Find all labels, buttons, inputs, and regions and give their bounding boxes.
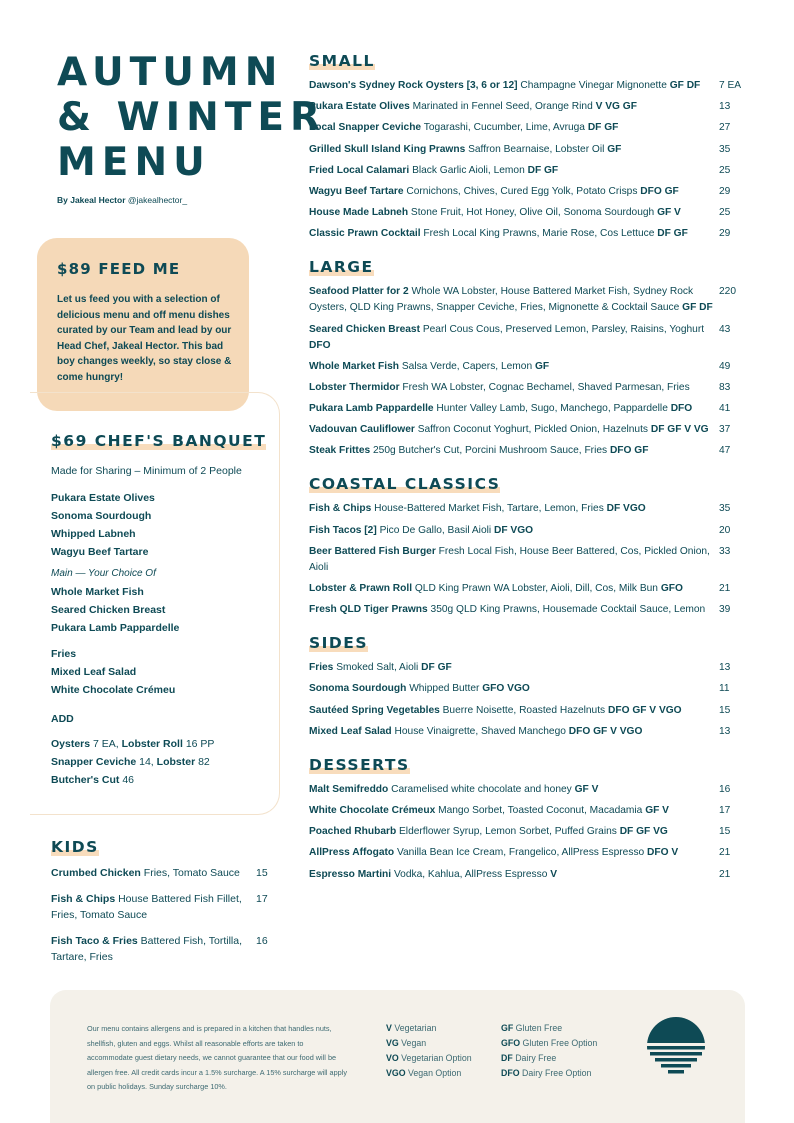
- feed-me-text: Let us feed you with a selection of delicious menu and off menu dishes curated by our Team and lead by our Head Chef, Jakeal Hector. This bad boy changes weekly, so stay close & come hungry!: [57, 294, 232, 383]
- menu-item: [309, 867, 749, 883]
- menu-item-name: Fish Tacos [2]: [309, 524, 377, 536]
- allergen-note: Our menu contains allergens and is prepared in a kitchen that handles nuts, shellfish, gluten and eggs. Whilst all reasonable efforts are taken to accommodate guest dietary needs, we cannot guarantee that our food will be allergen free. All credit cards incur a 1.5% surcharge. A 15% surcharge will apply on public holidays. Sunday surcharge 10%.: [87, 1024, 347, 1091]
- dietary-tags: DFO GF: [609, 445, 649, 457]
- add-item-name: Oysters: [51, 738, 91, 750]
- menu-item-text: [309, 359, 714, 375]
- menu-item-name: Sautéed Spring Vegetables: [309, 704, 440, 716]
- menu-section: [309, 258, 749, 459]
- menu-item-description: Hunter Valley Lamb, Sugo, Manchego, Pappardelle: [436, 403, 668, 415]
- menu-item: [309, 803, 749, 819]
- menu-item-description: Caramelised white chocolate and honey: [391, 783, 572, 795]
- footer-panel: [50, 990, 745, 1123]
- menu-item-text: [309, 824, 714, 840]
- menu-item-text: [309, 226, 714, 242]
- dietary-tags: DF GF: [657, 228, 688, 240]
- add-item-name: Snapper Ceviche: [51, 756, 137, 768]
- banquet-main-heading: Main — Your Choice Of: [51, 568, 156, 579]
- sunset-logo-icon: [646, 1016, 706, 1076]
- menu-item-description: 250g Butcher's Cut, Porcini Mushroom Sauce, Fries: [373, 445, 608, 457]
- menu-item: [309, 523, 749, 539]
- dietary-tags: DFO V: [647, 847, 679, 859]
- kids-title: KIDS: [51, 838, 99, 856]
- menu-item: [309, 205, 749, 221]
- section-title: DESSERTS: [309, 755, 410, 774]
- menu-item-description: Fresh Local Fish, House Beer Battered, Cos, Pickled Onion, Aioli: [309, 545, 710, 573]
- menu-item-description: Fresh WA Lobster, Cognac Bechamel, Shaved Parmesan, Fries: [402, 381, 690, 393]
- banquet-side: Mixed Leaf Salad: [51, 666, 137, 678]
- legend-code: GF: [501, 1023, 514, 1033]
- menu-item: [309, 782, 749, 798]
- menu-item-price: 13: [719, 662, 731, 674]
- menu-item-price: 27: [719, 122, 731, 134]
- feed-me-title: $89 FEED ME: [57, 260, 181, 278]
- menu-item-text: [309, 443, 714, 459]
- banquet-side: Fries: [51, 648, 77, 660]
- byline: [57, 195, 187, 205]
- kids-item-price: 17: [256, 893, 268, 905]
- menu-title: [57, 50, 327, 185]
- legend-entry: [386, 1021, 472, 1036]
- menu-item-text: [309, 803, 714, 819]
- menu-item-price: 37: [719, 424, 731, 436]
- menu-item-description: Smoked Salt, Aioli: [336, 662, 419, 674]
- menu-item: [309, 422, 749, 438]
- menu-item-price: 17: [719, 804, 731, 816]
- menu-item-text: [309, 703, 714, 719]
- section-title: LARGE: [309, 258, 374, 277]
- kids-item-desc: [51, 865, 246, 881]
- dietary-tags: GFO VGO: [482, 683, 530, 695]
- banquet-add-line: [51, 735, 276, 753]
- kids-item-description: Fries, Tomato Sauce: [143, 867, 240, 879]
- banquet-title: $69 CHEF'S BANQUET: [51, 432, 267, 450]
- legend-label: Dairy Free: [515, 1053, 557, 1063]
- dietary-tags: DF VGO: [606, 503, 646, 515]
- kids-section: [51, 838, 281, 965]
- menu-item-description: 350g QLD King Prawns, Housemade Cocktail Sauce, Lemon: [430, 604, 706, 616]
- menu-item-name: Seafood Platter for 2: [309, 286, 409, 298]
- dietary-legend-left: [386, 1021, 472, 1081]
- menu-item-name: Fish & Chips: [309, 503, 372, 515]
- dietary-tags: DF GF V VG: [650, 424, 709, 436]
- menu-item-name: Espresso Martini: [309, 868, 392, 880]
- menu-item-text: [309, 867, 714, 883]
- dietary-tags: V VG GF: [595, 101, 637, 113]
- menu-item-price: 33: [719, 545, 731, 557]
- legend-code: DFO: [501, 1068, 520, 1078]
- menu-item-description: House-Battered Market Fish, Tartare, Lemon, Fries: [374, 503, 604, 515]
- menu-item: [309, 163, 749, 179]
- menu-item: [309, 284, 749, 316]
- menu-item-name: Steak Frittes: [309, 445, 371, 457]
- menu-item-price: 16: [719, 783, 731, 795]
- menu-item: [309, 184, 749, 200]
- menu-item: [309, 703, 749, 719]
- dietary-tags: GFO: [660, 583, 683, 594]
- menu-item-price: 43: [719, 323, 731, 335]
- add-item-price: 46: [122, 774, 135, 786]
- menu-item-name: House Made Labneh: [309, 207, 409, 219]
- add-item-name: Lobster: [156, 756, 196, 768]
- menu-item-price: 21: [719, 583, 731, 594]
- menu-item-price: 7 EA: [719, 80, 742, 91]
- menu-item-text: [309, 401, 714, 417]
- banquet-sides: [51, 645, 276, 699]
- dietary-tags: DF GF VG: [619, 826, 668, 838]
- menu-item-price: 21: [719, 847, 731, 859]
- menu-item-price: 49: [719, 360, 731, 372]
- legend-code: GFO: [501, 1038, 521, 1048]
- legend-code: V: [386, 1023, 392, 1033]
- menu-item-text: [309, 163, 714, 179]
- banquet-starter: Wagyu Beef Tartare: [51, 546, 149, 558]
- dietary-legend-right: [501, 1021, 597, 1081]
- legend-entry: [501, 1066, 597, 1081]
- menu-item-text: [309, 184, 714, 200]
- menu-item-description: House Vinaigrette, Shaved Manchego: [394, 725, 566, 737]
- legend-code: VGO: [386, 1068, 406, 1078]
- menu-item: [309, 544, 749, 576]
- dietary-tags: DF VGO: [493, 524, 534, 536]
- menu-item-text: [309, 782, 714, 798]
- menu-item-text: [309, 660, 714, 676]
- menu-item-name: Poached Rhubarb: [309, 826, 397, 838]
- menu-item-name: AllPress Affogato: [309, 847, 395, 859]
- menu-item-text: [309, 602, 714, 618]
- dietary-tags: DF GF: [421, 662, 452, 674]
- legend-label: Gluten Free Option: [522, 1038, 598, 1048]
- menu-item-price: 29: [719, 185, 731, 197]
- menu-item-text: [309, 142, 714, 158]
- menu-item-price: 21: [719, 868, 731, 880]
- menu-item-price: 39: [719, 604, 731, 616]
- menu-item-text: [309, 422, 714, 438]
- add-item-price: 16 PP: [185, 738, 215, 750]
- menu-item-text: [309, 205, 714, 221]
- banquet-starter: Pukara Estate Olives: [51, 492, 155, 504]
- menu-item-name: Grilled Skull Island King Prawns: [309, 143, 466, 155]
- menu-item-description: Buerre Noisette, Roasted Hazelnuts: [442, 704, 606, 716]
- menu-item-text: [309, 724, 714, 740]
- menu-item: [309, 380, 749, 396]
- menu-item-description: Whipped Butter: [409, 683, 480, 695]
- menu-item-description: QLD King Prawn WA Lobster, Aioli, Dill, Cos, Milk Bun: [414, 583, 658, 594]
- kids-item-description: Battered Fish, Tortilla, Tartare, Fries: [51, 935, 243, 963]
- dietary-tags: GF V: [574, 783, 599, 795]
- banquet-add-line: [51, 753, 276, 771]
- menu-item-text: [309, 581, 714, 597]
- kids-item-name: Crumbed Chicken: [51, 867, 141, 879]
- banquet-main: Seared Chicken Breast: [51, 604, 166, 616]
- menu-item-description: Black Garlic Aioli, Lemon: [412, 164, 525, 176]
- legend-label: Dairy Free Option: [522, 1068, 592, 1078]
- menu-item-name: Pukara Lamb Pappardelle: [309, 403, 434, 415]
- legend-entry: [501, 1051, 597, 1066]
- menu-item-text: [309, 380, 714, 396]
- menu-item-price: 11: [719, 683, 730, 695]
- menu-section: [309, 52, 749, 242]
- add-item-name: Butcher's Cut: [51, 774, 120, 786]
- menu-item: [309, 845, 749, 861]
- dietary-tags: DFO GF V VGO: [608, 704, 682, 716]
- menu-item-name: Sonoma Sourdough: [309, 683, 407, 695]
- menu-item-text: [309, 284, 714, 316]
- menu-item-price: 29: [719, 228, 731, 240]
- banquet-subtitle: Made for Sharing – Minimum of 2 People: [51, 465, 242, 477]
- chefs-banquet: [51, 432, 276, 789]
- legend-entry: [501, 1021, 597, 1036]
- banquet-mains: [51, 583, 276, 637]
- dietary-tags: DF GF: [527, 164, 559, 176]
- menu-item: [309, 99, 749, 115]
- dietary-tags: DFO GF: [640, 185, 679, 197]
- menu-item: [309, 120, 749, 136]
- menu-item-description: Saffron Bearnaise, Lobster Oil: [468, 143, 605, 155]
- menu-item-price: 15: [719, 826, 731, 838]
- menu-item-name: Fresh QLD Tiger Prawns: [309, 604, 428, 616]
- menu-item-text: [309, 544, 714, 576]
- dietary-tags: V: [550, 868, 558, 880]
- banquet-starters: [51, 489, 276, 561]
- section-title: SMALL: [309, 52, 375, 70]
- menu-item-name: White Chocolate Crémeux: [309, 804, 436, 816]
- add-item-name: Lobster Roll: [121, 738, 183, 750]
- menu-section: [309, 756, 749, 883]
- kids-menu-item: [51, 933, 281, 965]
- menu-item-text: [309, 99, 714, 115]
- dietary-tags: GF DF: [682, 302, 713, 314]
- menu-item-description: Fresh Local King Prawns, Marie Rose, Cos Lettuce: [423, 228, 655, 240]
- menu-item: [309, 602, 749, 618]
- menu-item-name: Vadouvan Cauliflower: [309, 424, 415, 436]
- menu-item-description: Vodka, Kahlua, AllPress Espresso: [393, 868, 548, 880]
- legend-label: Vegan Option: [408, 1068, 462, 1078]
- menu-item-price: 220: [719, 286, 736, 298]
- kids-item-price: 15: [256, 867, 268, 879]
- menu-item-description: Cornichons, Chives, Cured Egg Yolk, Potato Crisps: [406, 185, 638, 197]
- add-item-price: 14,: [139, 756, 154, 768]
- menu-item-price: 25: [719, 207, 731, 219]
- dietary-tags: DFO: [309, 339, 331, 351]
- dietary-tags: GF DF: [669, 80, 701, 91]
- menu-item-name: Malt Semifreddo: [309, 783, 389, 795]
- kids-item-name: Fish & Chips: [51, 893, 116, 905]
- title-line: & WINTER: [57, 95, 327, 140]
- add-item-price: 82: [198, 756, 210, 768]
- menu-item-description: Togarashi, Cucumber, Lime, Avruga: [423, 122, 585, 134]
- menu-item-name: Classic Prawn Cocktail: [309, 228, 421, 240]
- menu-item: [309, 724, 749, 740]
- menu-item-name: Pukara Estate Olives: [309, 101, 410, 113]
- dietary-tags: GF: [534, 360, 550, 372]
- kids-item-desc: [51, 891, 246, 923]
- menu-item-description: Saffron Coconut Yoghurt, Pickled Onion, Hazelnuts: [417, 424, 649, 436]
- menu-item: [309, 142, 749, 158]
- legend-entry: [386, 1036, 472, 1051]
- menu-item-name: Fried Local Calamari: [309, 164, 410, 176]
- menu-item-price: 41: [719, 403, 731, 415]
- menu-item-name: Fries: [309, 662, 334, 674]
- banquet-side: White Chocolate Crémeu: [51, 684, 176, 696]
- dietary-tags: GF V: [645, 804, 669, 816]
- menu-item-name: Beer Battered Fish Burger: [309, 545, 436, 557]
- menu-item-price: 35: [719, 143, 731, 155]
- menu-item-price: 15: [719, 704, 731, 716]
- banquet-main: Whole Market Fish: [51, 586, 144, 598]
- legend-code: DF: [501, 1053, 513, 1063]
- legend-code: VO: [386, 1053, 399, 1063]
- menu-item-description: Champagne Vinegar Mignonette: [520, 80, 667, 91]
- dietary-tags: DFO: [670, 403, 693, 415]
- menu-item: [309, 78, 749, 94]
- section-title: SIDES: [309, 634, 369, 653]
- title-line: MENU: [57, 140, 211, 185]
- kids-item-name: Fish Taco & Fries: [51, 935, 138, 947]
- kids-list: [51, 865, 281, 965]
- kids-item-description: House Battered Fish Fillet, Fries, Tomato Sauce: [51, 893, 242, 921]
- banquet-starter: Sonoma Sourdough: [51, 510, 152, 522]
- menu-item-price: 83: [719, 381, 731, 393]
- menu-item: [309, 226, 749, 242]
- add-item-price: 7 EA,: [93, 738, 119, 750]
- menu-item-name: Wagyu Beef Tartare: [309, 185, 404, 197]
- menu-item: [309, 660, 749, 676]
- menu-item: [309, 824, 749, 840]
- menu-item-description: Elderflower Syrup, Lemon Sorbet, Puffed Grains: [399, 826, 617, 838]
- menu-item-description: Salsa Verde, Capers, Lemon: [401, 360, 533, 372]
- menu-item-name: Lobster Thermidor: [309, 381, 400, 393]
- menu-section: [309, 634, 749, 740]
- legend-label: Vegetarian: [394, 1023, 437, 1033]
- menu-item: [309, 501, 749, 517]
- menu-item-price: 20: [719, 524, 731, 536]
- menu-item-text: [309, 120, 714, 136]
- banquet-add-line: [51, 771, 276, 789]
- section-title: COASTAL CLASSICS: [309, 475, 501, 494]
- menu-item-name: Seared Chicken Breast: [309, 323, 420, 335]
- menu-item-name: Mixed Leaf Salad: [309, 725, 392, 737]
- menu-item-text: [309, 322, 714, 354]
- menu-item-text: [309, 523, 714, 539]
- legend-label: Vegan: [401, 1038, 427, 1048]
- dietary-tags: DF GF: [587, 122, 619, 134]
- kids-menu-item: [51, 891, 281, 923]
- kids-menu-item: [51, 865, 281, 881]
- menu-item-description: Pico De Gallo, Basil Aioli: [379, 524, 492, 536]
- legend-entry: [386, 1051, 472, 1066]
- dietary-tags: GF: [607, 143, 622, 155]
- menu-item: [309, 359, 749, 375]
- menu-item: [309, 322, 749, 354]
- menu-item-text: [309, 845, 714, 861]
- menu-item-description: Pearl Cous Cous, Preserved Lemon, Parsley, Raisins, Yoghurt: [422, 323, 705, 335]
- menu-item: [309, 681, 749, 697]
- menu-item-name: Lobster & Prawn Roll: [309, 583, 413, 594]
- legend-label: Vegetarian Option: [401, 1053, 472, 1063]
- feed-me-card: [37, 238, 249, 411]
- dietary-tags: DFO GF V VGO: [568, 725, 643, 737]
- menu-item-price: 47: [719, 445, 731, 457]
- title-line: AUTUMN: [57, 50, 284, 95]
- kids-item-price: 16: [256, 935, 268, 947]
- menu-item-price: 13: [719, 101, 731, 113]
- menu-item: [309, 443, 749, 459]
- byline-name: By Jakeal Hector: [57, 195, 126, 205]
- menu-item-text: [309, 501, 714, 517]
- menu-item-price: 35: [719, 503, 731, 515]
- legend-entry: [501, 1036, 597, 1051]
- banquet-add-list: [51, 735, 276, 789]
- menu-item-description: Mango Sorbet, Toasted Coconut, Macadamia: [438, 804, 643, 816]
- legend-code: VG: [386, 1038, 399, 1048]
- kids-item-desc: [51, 933, 246, 965]
- menu-section: [309, 475, 749, 618]
- menu-item: [309, 581, 749, 597]
- menu-item-name: Whole Market Fish: [309, 360, 400, 372]
- legend-label: Gluten Free: [515, 1023, 563, 1033]
- dietary-tags: GF V: [657, 207, 681, 219]
- menu-sections: [309, 52, 749, 899]
- menu-item-price: 25: [719, 164, 731, 176]
- byline-handle: @jakealhector_: [127, 195, 188, 205]
- banquet-add-heading: ADD: [51, 713, 74, 725]
- legend-entry: [386, 1066, 472, 1081]
- menu-item: [309, 401, 749, 417]
- menu-item-description: Stone Fruit, Hot Honey, Olive Oil, Sonoma Sourdough: [410, 207, 655, 219]
- banquet-main: Pukara Lamb Pappardelle: [51, 622, 180, 634]
- menu-item-text: [309, 78, 714, 94]
- menu-item-name: Local Snapper Ceviche: [309, 122, 422, 134]
- menu-item-name: Dawson's Sydney Rock Oysters [3, 6 or 12]: [309, 80, 518, 91]
- banquet-starter: Whipped Labneh: [51, 528, 136, 540]
- menu-item-description: Vanilla Bean Ice Cream, Frangelico, AllPress Espresso: [396, 847, 645, 859]
- menu-item-text: [309, 681, 714, 697]
- menu-item-price: 13: [719, 725, 731, 737]
- menu-item-description: Whole WA Lobster, House Battered Market Fish, Sydney Rock Oysters, QLD King Prawns, Snapper Ceviche, Fries, Mignonette & Cocktail Sauce: [309, 286, 694, 314]
- menu-item-description: Marinated in Fennel Seed, Orange Rind: [412, 101, 593, 113]
